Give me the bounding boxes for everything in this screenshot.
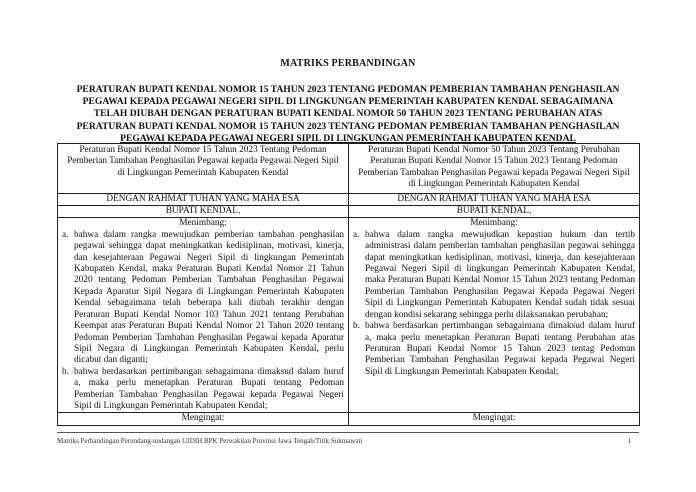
footer-divider — [57, 432, 639, 433]
item-text: bahwa dalam rangka mewujudkan kepastian hukum dan tertib administrasi dalam pemberian tambahan penghasilan pegawai sehingga dapat meningkatkan kedisiplinan, motivasi, kinerja, dan kesejahteraan Pegawai Negeri Sipil di lingkungan Pemerintah Kabupaten Kendal, maka Peraturan Bupati Kendal Nomor 15 Tahun 2023 tentang Pedoman Pemberian Tambahan Penghasilan Pegawai Kepada Pegawai Negeri Sipil di Lingkungan Pemerintah Kabupaten Kendal sudah tidak sesuai dengan kondisi sekarang sehingga perlu dilaksanakan perubahan; — [365, 229, 635, 320]
left-menimbang-label: Menimbang: — [179, 218, 227, 229]
page-number: 1 — [627, 437, 631, 445]
item-label: b. — [62, 366, 69, 377]
regulation-heading — [60, 84, 636, 145]
heading-line: PEGAWAI KEPADA PEGAWAI NEGERI SIPIL DI LINGKUNGAN PEMERINTAH KABUPATEN KENDAL SEBAGAIMANA — [82, 96, 614, 108]
heading-line: PEGAWAI KEPADA PEGAWAI NEGERI SIPIL DI LINGKUNGAN PEMERINTAH KABUPATEN KENDAL — [120, 132, 576, 144]
list-item — [62, 230, 344, 367]
right-bupati: BUPATI KENDAL, — [349, 206, 640, 218]
comparison-table — [57, 143, 640, 426]
left-rahmat: DENGAN RAHMAT TUHAN YANG MAHA ESA — [58, 193, 349, 205]
left-mengingat: Mengingat: — [58, 413, 349, 425]
item-text: bahwa dalam rangka mewujudkan pemberian tambahan penghasilan pegawai sehingga dapat meningkatkan kedisiplinan, motivasi, kinerja, dan kesejahteraan Pegawai Negeri Sipil di lingkungan Pemerintah Kabupaten Kendal, maka Peraturan Bupati Kendal Nomor 21 Tahun 2020 tentang Pedoman Pemberian Tambahan Penghasilan Pegawai Kepada Aparatur Sipil Negara di Lingkungan Pemerintah Kabupaten Kendal sebagaimana telah beberapa kali diubah terakhir dengan Peraturan Bupati Kendal Nomor 103 Tahun 2021 tentang Perubahan Keempat atas Peraturan Bupati Kendal Nomor 21 Tahun 2020 tentang Pedoman Pemberian Tambahan Penghasilan Pegawai kepada Aparatur Sipil Negara di Lingkungan Pemerintah Kabupaten Kendal, perlu dicabut dan diganti; — [74, 229, 344, 366]
table-row-rahmat — [58, 193, 640, 205]
list-item — [353, 230, 635, 321]
right-column-header: Peraturan Bupati Kendal Nomor 50 Tahun 2023 Tentang Perubahan Peraturan Bupati Kendal Nomor 15 Tahun 2023 Tentang Pedoman Pemberian Tambahan Penghasilan Pegawai kepada Pegawai Negeri Sipil di Lingkungan Pemerintah Kabupaten Kendal — [349, 144, 640, 194]
page-footer — [57, 437, 639, 445]
left-bupati: BUPATI KENDAL, — [58, 206, 349, 218]
left-column-header: Peraturan Bupati Kendal Nomor 15 Tahun 2023 Tentang Pedoman Pemberian Tambahan Penghasilan Pegawai kepada Pegawai Negeri Sipil di Lingkungan Pemerintah Kabupaten Kendal — [58, 144, 349, 194]
right-rahmat: DENGAN RAHMAT TUHAN YANG MAHA ESA — [349, 193, 640, 205]
item-text: bahwa berdasarkan pertimbangan sebagaimana dimaksud dalam huruf a, maka perlu menetapkan Peraturan Bupati tentang Pedoman Pemberian Tambahan Penghasilan Pegawai kepada Pegawai Negeri Sipil di Lingkungan Pemerintah Kabupaten Kendal; — [74, 366, 344, 411]
heading-line: PERATURAN BUPATI KENDAL NOMOR 15 TAHUN 2023 TENTANG PEDOMAN PEMBERIAN TAMBAHAN PENGHASILAN — [76, 120, 620, 132]
left-menimbang-cell — [58, 218, 349, 413]
table-row-menimbang — [58, 218, 640, 413]
table-row-bupati — [58, 206, 640, 218]
heading-line: PERATURAN BUPATI KENDAL NOMOR 15 TAHUN 2023 TENTANG PEDOMAN PEMBERIAN TAMBAHAN PENGHASILAN — [76, 84, 620, 95]
item-label: a. — [62, 229, 69, 240]
right-menimbang-cell — [349, 218, 640, 413]
right-mengingat: Mengingat: — [349, 413, 640, 425]
list-item — [353, 321, 635, 378]
table-row-mengingat — [58, 413, 640, 425]
item-label: b. — [353, 321, 360, 332]
heading-line: TELAH DIUBAH DENGAN PERATURAN BUPATI KENDAL NOMOR 50 TAHUN 2023 TENTANG PERUBAHAN ATAS — [93, 108, 603, 120]
right-menimbang-label: Menimbang: — [470, 218, 518, 229]
table-header-row — [58, 144, 640, 194]
item-text: bahwa berdasarkan pertimbangan sebagaimana dimaksud dalam huruf a, maka perlu menetapkan Peraturan Bupati tentang Perubahan atas Peraturan Bupati Kendal Nomor 15 Tahun 2023 tentag Pedoman Pemberian Tambahan Penghasilan Pegawai kepada Pegawai Negeri Sipil di Lingkungan Pemerintah Kabupaten Kendal; — [365, 321, 635, 377]
footer-text: Matriks Perbandingan Perundang-undangan UJDIH BPK Perwakilan Provinsi Jawa Tengah/Titik Sukmawati — [57, 437, 363, 445]
page-title: MATRIKS PERBANDINGAN — [280, 58, 416, 69]
item-label: a. — [353, 229, 360, 240]
list-item — [62, 367, 344, 413]
